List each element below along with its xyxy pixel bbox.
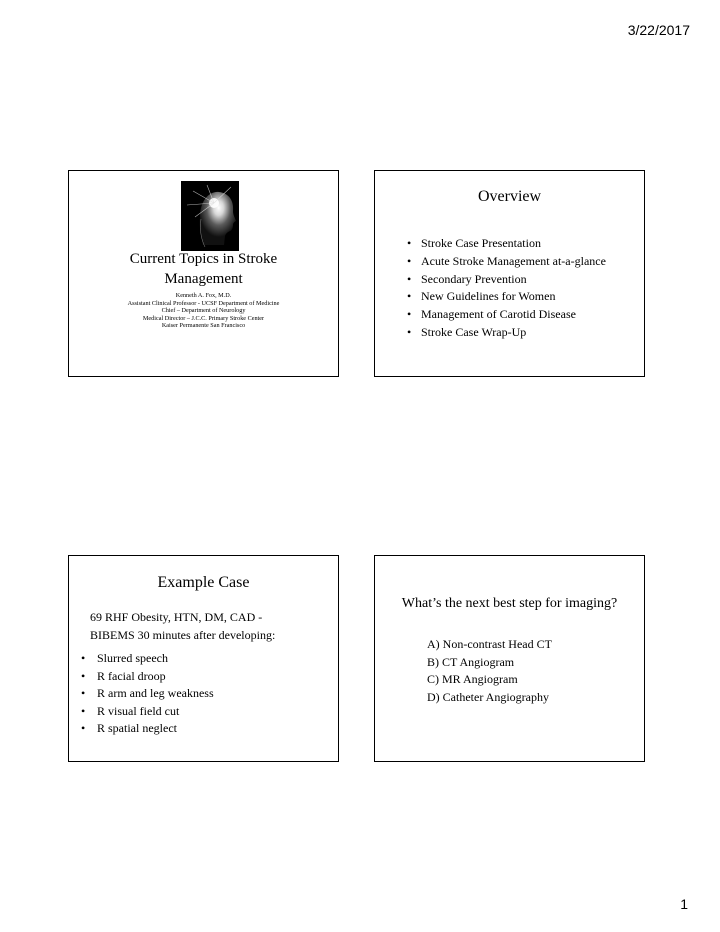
credit-line: Medical Director – J.C.C. Primary Stroke Center: [142, 314, 265, 322]
credit-line: Assistant Clinical Professor - UCSF Department of Medicine: [127, 299, 280, 307]
page-number: 1: [680, 896, 688, 912]
handout-date: 3/22/2017: [627, 22, 690, 38]
question-text: What’s the next best step for imaging?: [401, 596, 618, 611]
credit-line: Kaiser Permanente San Francisco: [161, 322, 246, 330]
list-item: • R facial droop: [81, 668, 214, 686]
symptom-list: [81, 650, 214, 738]
slide-heading: Example Case: [157, 574, 250, 591]
author-credits: [69, 292, 338, 330]
answer-option: B) CT Angiogram: [427, 654, 515, 669]
list-item: • Slurred speech: [81, 650, 214, 668]
credit-line: Kenneth A. Fox, M.D.: [175, 292, 232, 299]
slide-example-case: [68, 555, 339, 762]
slide-overview: [374, 170, 645, 377]
slide-imaging-question: [374, 555, 645, 762]
overview-list: [407, 235, 606, 342]
slide-title-text: Current Topics in Stroke Management: [129, 251, 278, 287]
list-item: • Acute Stroke Management at-a-glance: [407, 253, 606, 271]
list-item: • Stroke Case Presentation: [407, 235, 606, 253]
list-item: • R spatial neglect: [81, 720, 214, 738]
glowing-brain-head-image: [181, 181, 239, 251]
answer-options: [427, 636, 552, 706]
case-intro: 69 RHF Obesity, HTN, DM, CAD - BIBEMS 30 minutes after developing:: [90, 610, 276, 642]
answer-option: A) Non-contrast Head CT: [427, 637, 552, 651]
list-item: • R arm and leg weakness: [81, 685, 214, 703]
answer-option: C) MR Angiogram: [427, 672, 518, 687]
list-item: • New Guidelines for Women: [407, 288, 606, 306]
credit-line: Chief – Department of Neurology: [161, 307, 246, 315]
list-item: • R visual field cut: [81, 703, 214, 721]
slide-heading: Overview: [477, 188, 542, 205]
list-item: • Secondary Prevention: [407, 271, 606, 289]
slide-title-page: [68, 170, 339, 377]
list-item: • Management of Carotid Disease: [407, 306, 606, 324]
answer-option: D) Catheter Angiography: [427, 689, 549, 704]
list-item: • Stroke Case Wrap-Up: [407, 324, 606, 342]
